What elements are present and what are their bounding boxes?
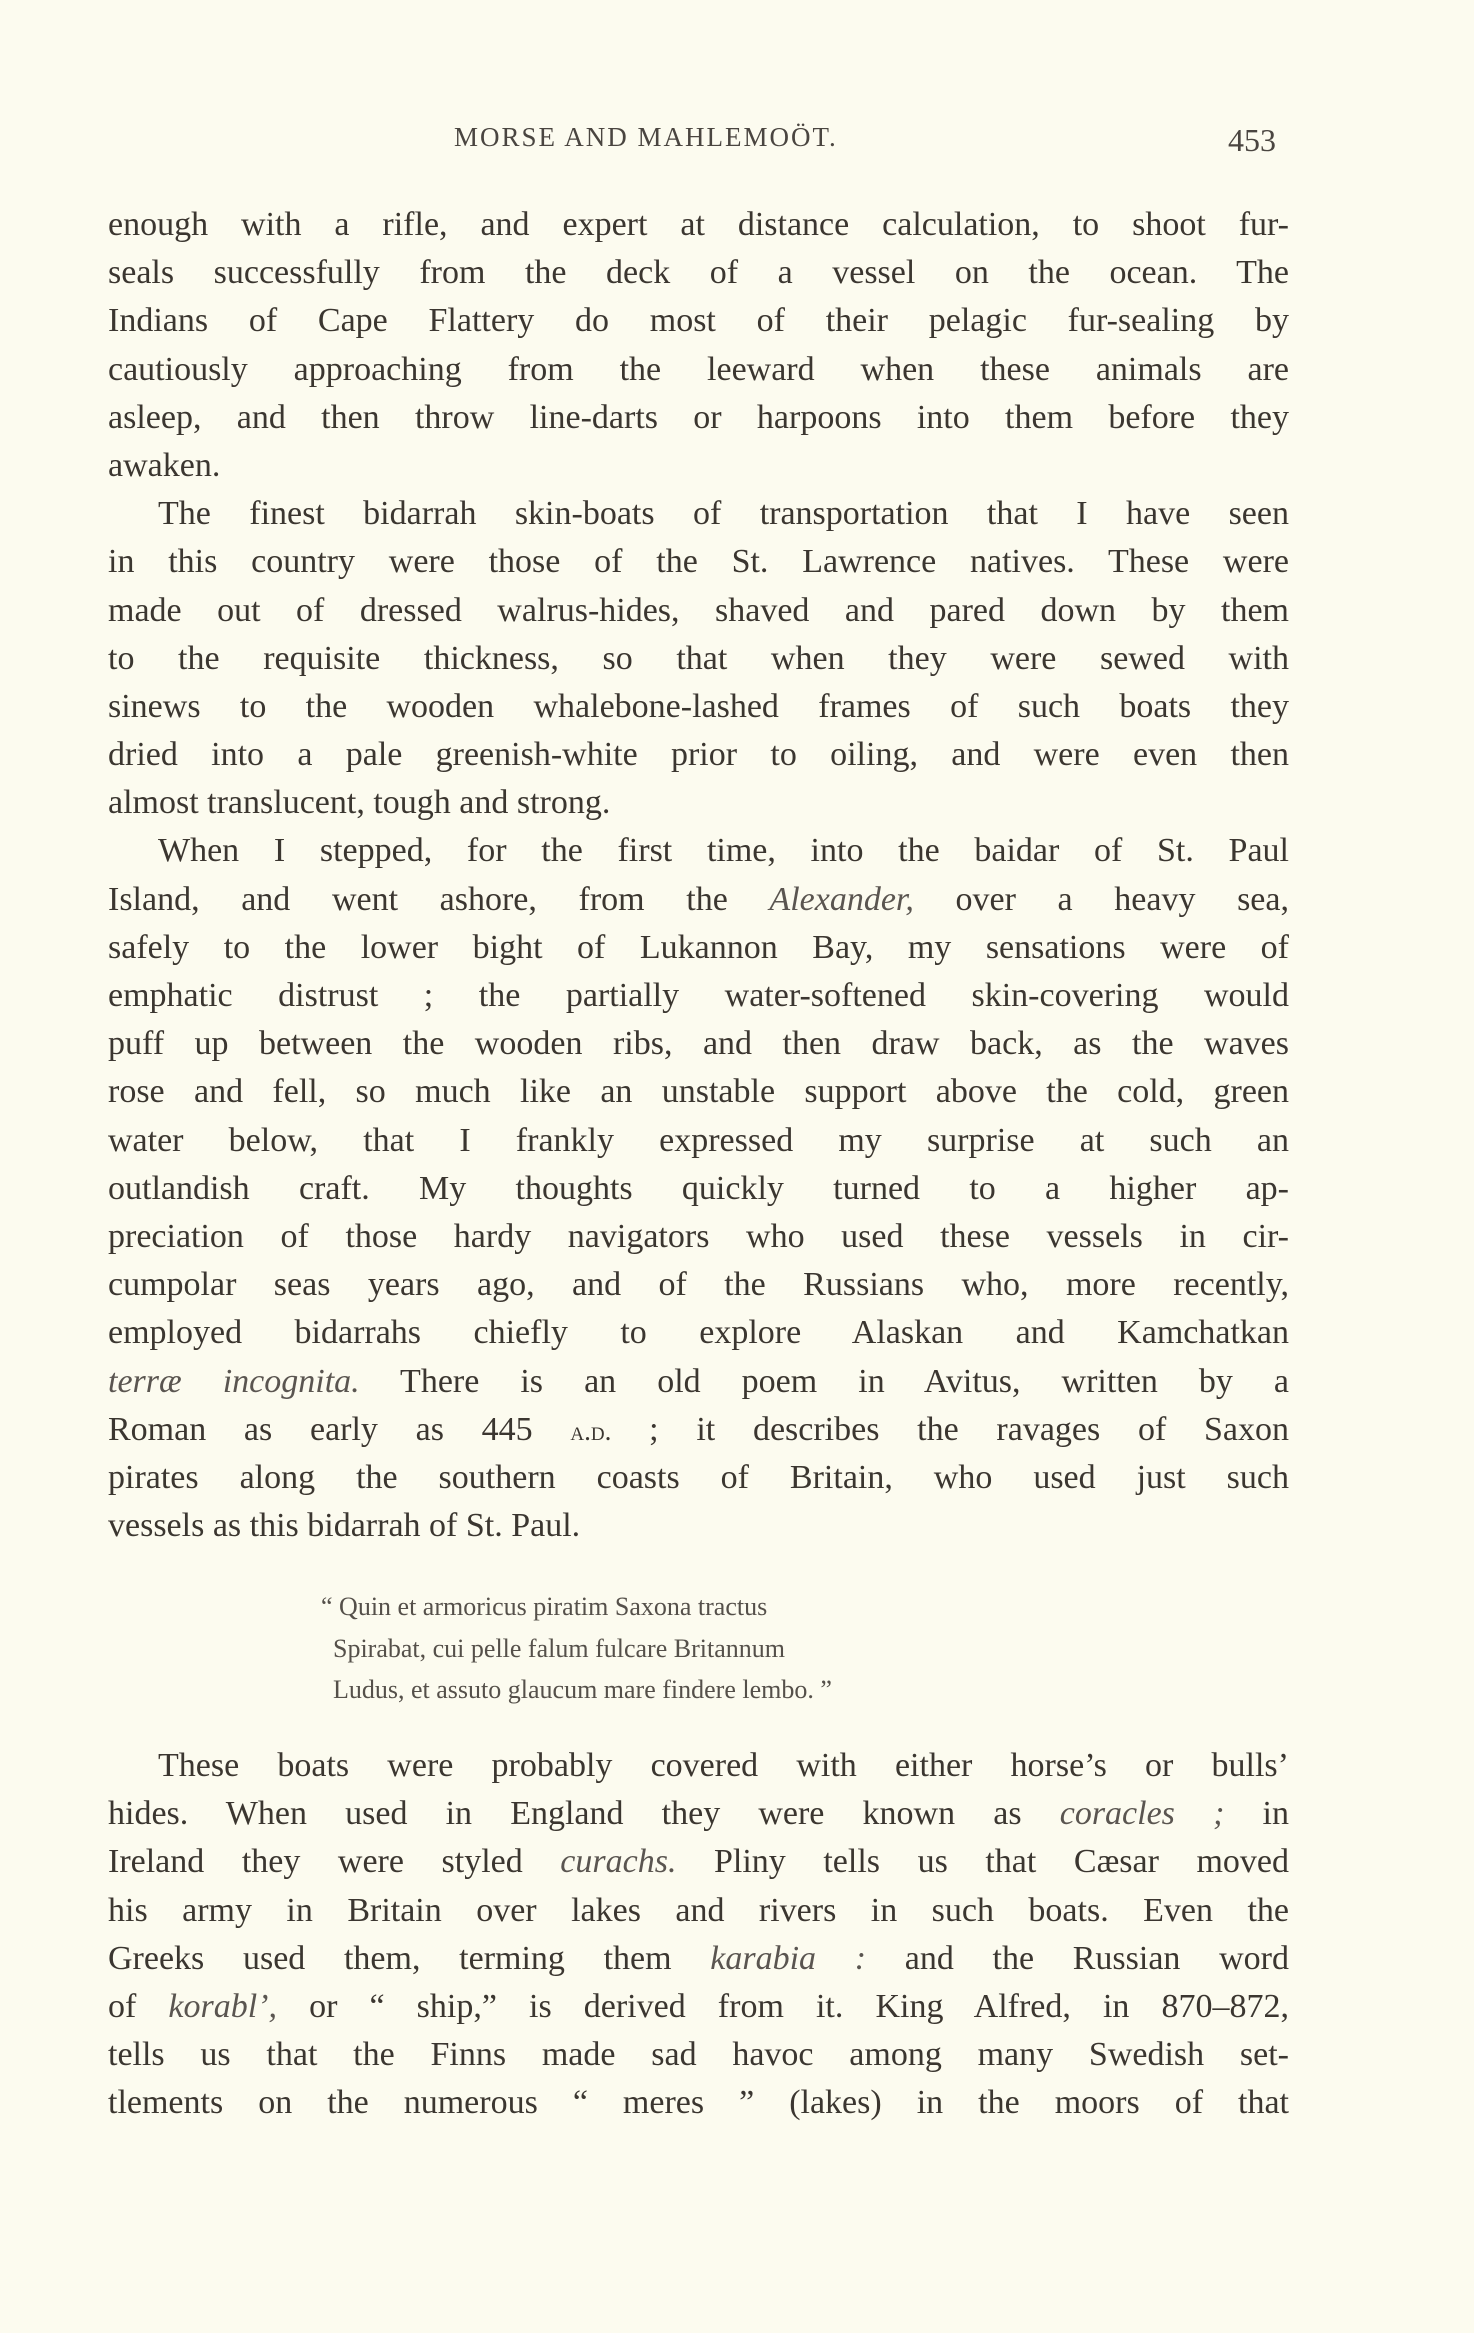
text-segment: over a heavy sea,: [913, 880, 1289, 918]
text-line: rose and fell, so much like an unstable support above the cold, green: [108, 1073, 1289, 1111]
page-number: 453: [1228, 122, 1276, 158]
text-line: cautiously approaching from the leeward when these animals are: [108, 350, 1289, 388]
text-line: puff up between the wooden ribs, and then draw back, as the waves: [108, 1025, 1289, 1063]
text-line: Indians of Cape Flattery do most of their pelagic fur-sealing by: [108, 302, 1289, 340]
text-line: When I stepped, for the first time, into the baidar of St. Paul: [158, 832, 1289, 870]
text-segment: and the Russian word: [866, 1939, 1289, 1977]
text-line: water below, that I frankly expressed my surprise at such an: [108, 1121, 1289, 1159]
text-line: made out of dressed walrus-hides, shaved and pared down by them: [108, 591, 1289, 629]
text-line: safely to the lower bight of Lukannon Bay, my sensations were of: [108, 928, 1289, 966]
text-segment: or “ ship,” is derived from it. King Alfred, in 870–872,: [277, 1987, 1289, 2025]
italic-text: Alexander,: [769, 880, 914, 918]
text-line: [108, 1838, 1289, 1886]
text-line: cumpolar seas years ago, and of the Russians who, more recently,: [108, 1266, 1289, 1304]
text-line: [108, 876, 1289, 924]
italic-text: karabia :: [710, 1939, 867, 1977]
text-line: These boats were probably covered with either horse’s or bulls’: [158, 1747, 1289, 1784]
italic-text: korabl’,: [168, 1987, 277, 2025]
text-line: in this country were those of the St. Lawrence natives. These were: [108, 543, 1289, 581]
text-line: enough with a rifle, and expert at distance calculation, to shoot fur-: [108, 206, 1289, 243]
text-segment: Island, and went ashore, from the: [108, 880, 770, 918]
text-line: emphatic distrust ; the partially water-softened skin-covering would: [108, 977, 1289, 1014]
text-line: sinews to the wooden whalebone-lashed frames of such boats they: [108, 687, 1289, 725]
text-line: [108, 1358, 1289, 1406]
running-title: MORSE AND MAHLEMOÖT.: [454, 122, 838, 152]
text-segment: Pliny tells us that Cæsar moved: [676, 1843, 1289, 1881]
text-segment: There is an old poem in Avitus, written by a: [359, 1362, 1289, 1400]
quote-line: “ Quin et armoricus piratim Saxona tractus: [321, 1592, 768, 1621]
small-caps-text: a.d.: [570, 1415, 612, 1446]
latin-quotation: [321, 1586, 832, 1711]
text-line: vessels as this bidarrah of St. Paul.: [108, 1507, 581, 1545]
text-line: awaken.: [108, 446, 221, 484]
text-line: [108, 1790, 1289, 1838]
text-line: almost translucent, tough and strong.: [108, 784, 611, 822]
text-line: his army in Britain over lakes and rivers in such boats. Even the: [108, 1891, 1289, 1929]
text-line: [108, 1983, 1289, 2031]
text-line: seals successfully from the deck of a vessel on the ocean. The: [108, 254, 1289, 292]
text-line: tlements on the numerous “ meres ” (lakes) in the moors of that: [108, 2084, 1289, 2122]
text-segment: of: [108, 1987, 169, 2025]
quote-line: Ludus, et assuto glaucum mare findere lembo. ”: [333, 1675, 832, 1704]
text-line: tells us that the Finns made sad havoc among many Swedish set-: [108, 2036, 1289, 2074]
text-segment: in: [1224, 1795, 1289, 1833]
text-line: preciation of those hardy navigators who used these vessels in cir-: [108, 1217, 1289, 1255]
italic-text: coracles ;: [1059, 1795, 1225, 1833]
text-line: [108, 1935, 1289, 1983]
final-paragraph: [108, 1742, 1289, 2128]
text-segment: Greeks used them, terming them: [108, 1939, 711, 1977]
text-segment: Roman as early as 445: [108, 1410, 571, 1448]
quote-line: Spirabat, cui pelle falum fulcare Britannum: [333, 1633, 785, 1663]
text-line: The finest bidarrah skin-boats of transportation that I have seen: [158, 495, 1289, 533]
text-line: employed bidarrahs chiefly to explore Alaskan and Kamchatkan: [108, 1314, 1289, 1352]
text-line: to the requisite thickness, so that when they were sewed with: [108, 639, 1289, 677]
text-segment: hides. When used in England they were known as: [108, 1795, 1060, 1833]
text-line: pirates along the southern coasts of Britain, who used just such: [108, 1458, 1289, 1496]
text-line: outlandish craft. My thoughts quickly turned to a higher ap-: [108, 1169, 1289, 1207]
main-text: [108, 201, 1289, 1550]
italic-text: curachs.: [560, 1843, 677, 1881]
italic-text: terræ incognita.: [108, 1362, 360, 1400]
text-line: dried into a pale greenish-white prior to oiling, and were even then: [108, 736, 1289, 774]
text-line: [108, 1406, 1289, 1454]
text-segment: Ireland they were styled: [108, 1843, 561, 1881]
text-line: asleep, and then throw line-darts or harpoons into them before they: [108, 398, 1289, 436]
text-segment: ; it describes the ravages of Saxon: [611, 1410, 1290, 1448]
